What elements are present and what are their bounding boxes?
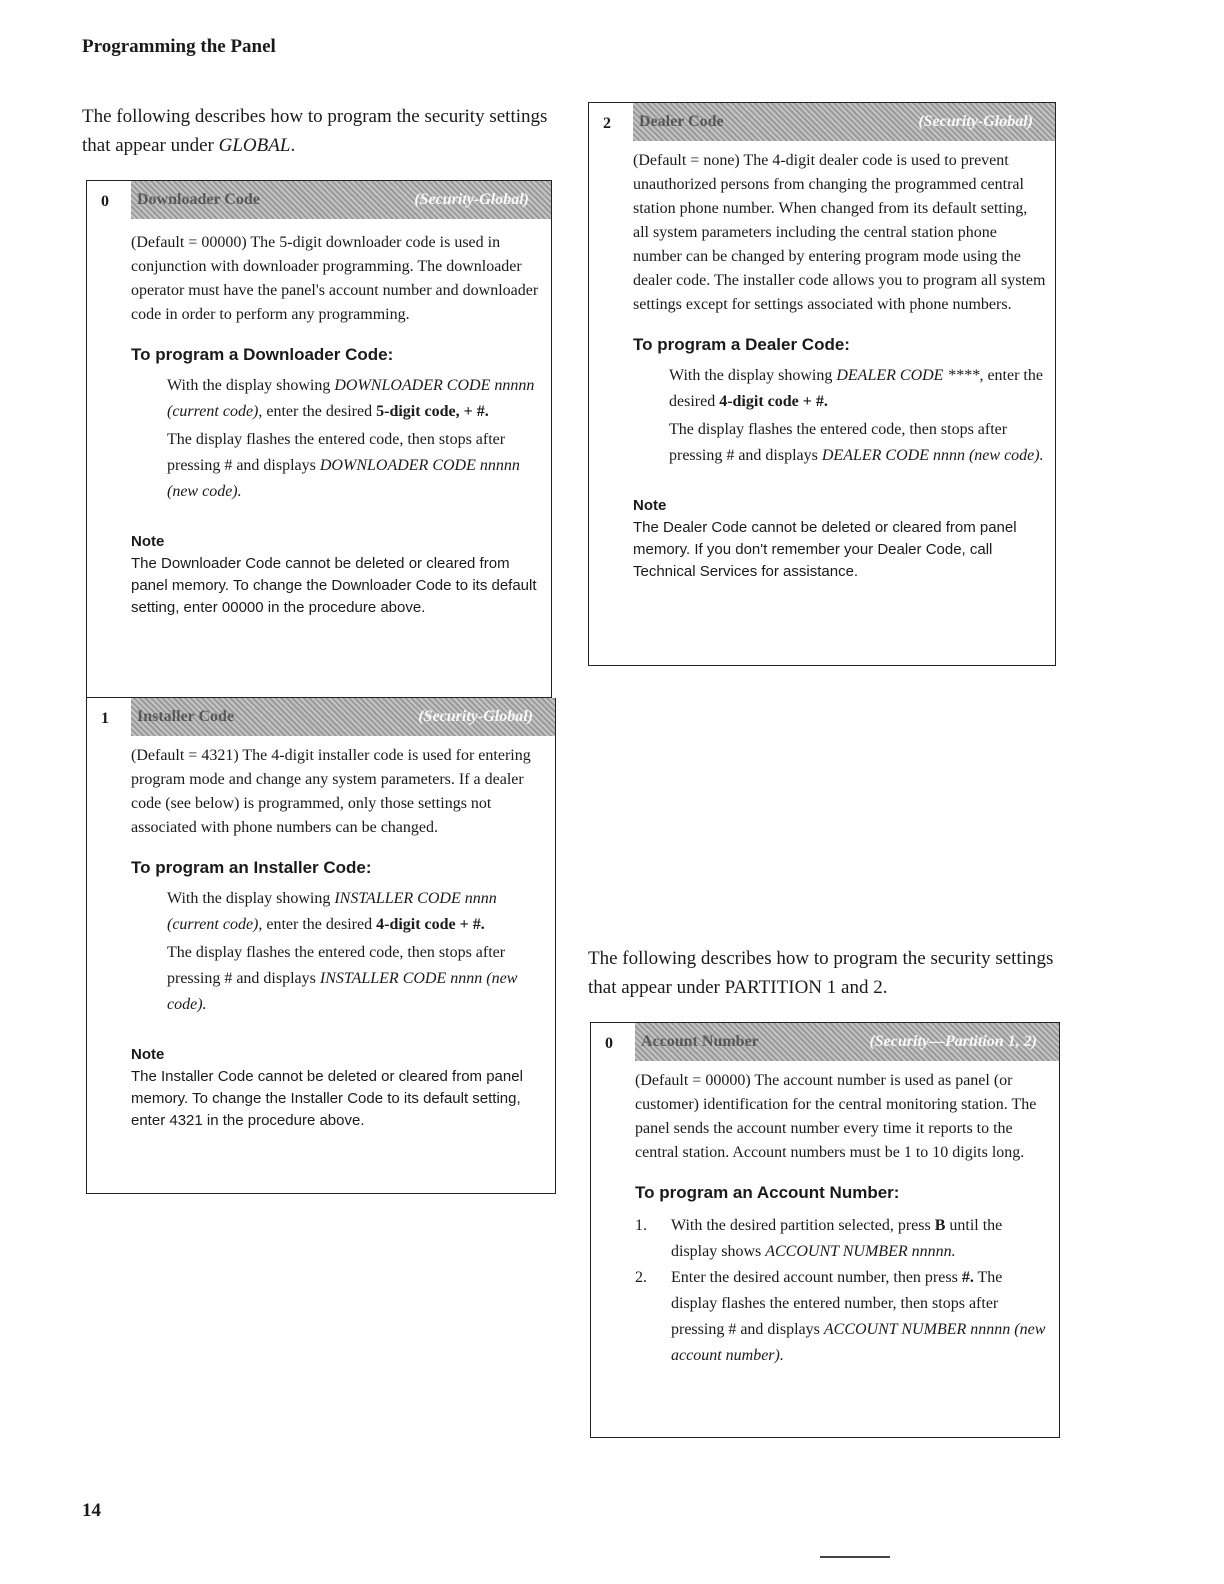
section-number: 1	[101, 710, 109, 727]
section-number: 0	[101, 193, 109, 210]
procedure-step: With the display showing DEALER CODE ****, enter the desired 4-digit code + #.	[669, 367, 1043, 410]
downloader-code-section	[86, 180, 552, 698]
intro-partition: The following describes how to program the security settings that appear under PARTITION 1 and 2.	[588, 948, 1054, 998]
note	[131, 531, 543, 619]
list-item: 1. With the desired partition selected, press B until the display shows ACCOUNT NUMBER nnnnn.	[635, 1217, 1003, 1260]
intro-global: The following describes how to program the security settings that appear under GLOBAL.	[82, 106, 548, 156]
section-scope: (Security—Partition 1, 2)	[869, 1033, 1037, 1050]
procedure-result: The display flashes the entered code, then stops after pressing # and displays DEALER CODE nnnn (new code).	[669, 421, 1044, 464]
section-scope: (Security-Global)	[918, 113, 1033, 130]
note-text: The Downloader Code cannot be deleted or cleared from panel memory. To change the Downloader Code to its default setting, enter 00000 in the procedure above.	[131, 555, 537, 616]
note-text: The Dealer Code cannot be deleted or cleared from panel memory. If you don't remember your Dealer Code, call Technical Services for assistance.	[633, 519, 1017, 580]
note-title: Note	[633, 497, 667, 514]
section-number: 2	[603, 115, 611, 132]
section-title: Downloader Code	[137, 191, 260, 208]
section-number: 0	[605, 1035, 613, 1052]
section-scope: (Security-Global)	[414, 191, 529, 208]
account-number-section	[590, 1022, 1060, 1438]
section-title: Account Number	[641, 1033, 759, 1050]
dealer-code-section	[588, 102, 1056, 666]
section-title-bar	[131, 181, 551, 219]
procedure-heading: To program an Account Number:	[635, 1183, 900, 1202]
note-title: Note	[131, 533, 165, 550]
installer-code-section	[86, 698, 556, 1194]
note	[131, 1044, 547, 1132]
procedure-result: The display flashes the entered code, then stops after pressing # and displays DOWNLOADER CODE nnnnn (new code).	[167, 431, 520, 500]
section-scope: (Security-Global)	[418, 708, 533, 725]
section-title-bar	[131, 698, 555, 736]
list-item: 2. Enter the desired account number, then press #. The display flashes the entered number, then stops after pressing # and displays ACCOUNT NUMBER nnnnn (new account number).	[635, 1269, 1046, 1364]
note-text: The Installer Code cannot be deleted or cleared from panel memory. To change the Installer Code to its default setting, enter 4321 in the procedure above.	[131, 1068, 523, 1129]
note	[633, 495, 1047, 583]
procedure-steps	[635, 1213, 1051, 1369]
section-title: Dealer Code	[639, 113, 724, 130]
section-title-bar	[635, 1023, 1059, 1061]
procedure-result: The display flashes the entered code, then stops after pressing # and displays INSTALLER CODE nnnn (new code).	[167, 944, 518, 1013]
section-title-bar	[633, 103, 1055, 141]
page-header: Programming the Panel	[82, 36, 276, 57]
page-number: 14	[82, 1500, 101, 1521]
section-description: (Default = 00000) The account number is used as panel (or customer) identification for the central monitoring station. The panel sends the account number every time it reports to the central station. Account numbers must be 1 to 10 digits long.	[635, 1072, 1037, 1161]
procedure-step: With the display showing INSTALLER CODE nnnn (current code), enter the desired 4-digit code + #.	[167, 890, 497, 933]
section-title: Installer Code	[137, 708, 235, 725]
procedure-heading: To program a Dealer Code:	[633, 335, 850, 354]
procedure-heading: To program a Downloader Code:	[131, 345, 394, 364]
procedure-heading: To program an Installer Code:	[131, 858, 372, 877]
section-description: (Default = 4321) The 4-digit installer code is used for entering program mode and change any system parameters. If a dealer code (see below) is programmed, only those settings not associated with phone numbers can be changed.	[131, 747, 531, 836]
scan-artifact	[820, 1556, 890, 1558]
section-description: (Default = none) The 4-digit dealer code is used to prevent unauthorized persons from changing the programmed central station phone number. When changed from its default setting, all system parameters including the central station phone number can be changed by entering program mode using the dealer code. The installer code allows you to program all system settings except for settings associated with phone numbers.	[633, 152, 1046, 313]
note-title: Note	[131, 1046, 165, 1063]
section-description: (Default = 00000) The 5-digit downloader code is used in conjunction with downloader programming. The downloader operator must have the panel's account number and downloader code in order to perform any programming.	[131, 234, 539, 323]
procedure-step: With the display showing DOWNLOADER CODE nnnnn (current code), enter the desired 5-digit code, + #.	[167, 377, 535, 420]
